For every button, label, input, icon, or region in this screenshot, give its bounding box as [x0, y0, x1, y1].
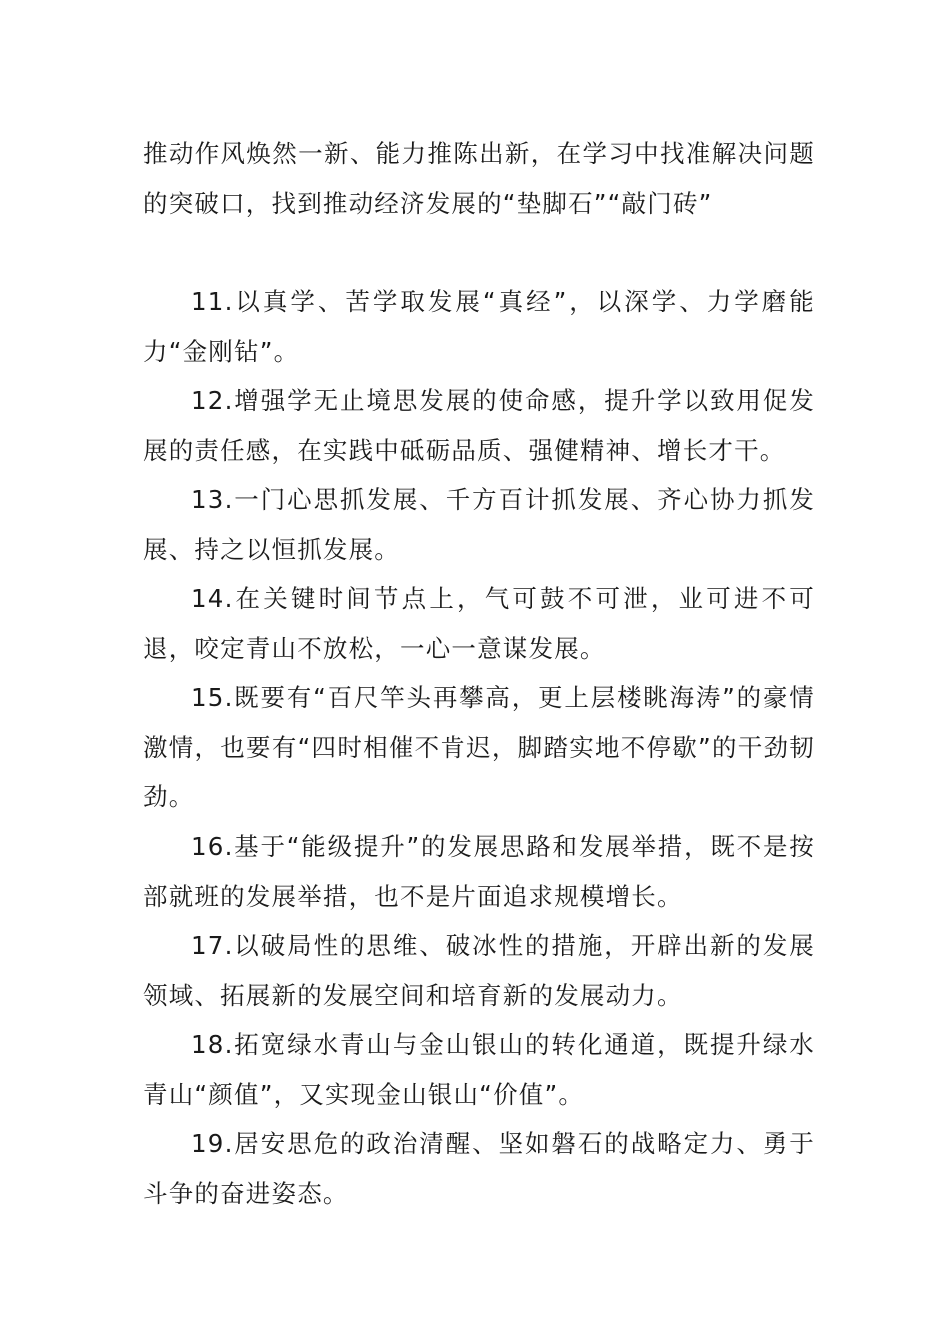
- list-item-15: 15.既要有“百尺竿头再攀高，更上层楼眺海涛”的豪情激情，也要有“四时相催不肯迟，脚踏实地不停歇”的干劲韧劲。: [143, 683, 815, 811]
- intro-paragraph: 推动作风焕然一新、能力推陈出新，在学习中找准解决问题的突破口，找到推动经济发展的“垫脚石”“敲门砖”: [143, 139, 815, 218]
- list-item-14: 14.在关键时间节点上，气可鼓不可泄，业可进不可退，咬定青山不放松，一心一意谋发展。: [143, 584, 815, 663]
- list-item-18: 18.拓宽绿水青山与金山银山的转化通道，既提升绿水青山“颜值”，又实现金山银山“价值”。: [143, 1030, 815, 1109]
- list-item-13: 13.一门心思抓发展、千方百计抓发展、齐心协力抓发展、持之以恒抓发展。: [143, 485, 815, 564]
- list-item-16: 16.基于“能级提升”的发展思路和发展举措，既不是按部就班的发展举措，也不是片面追求规模增长。: [143, 832, 815, 911]
- list-item-12: 12.增强学无止境思发展的使命感，提升学以致用促发展的责任感，在实践中砥砺品质、强健精神、增长才干。: [143, 386, 815, 465]
- list-item-11: 11.以真学、苦学取发展“真经”，以深学、力学磨能力“金刚钻”。: [143, 287, 815, 366]
- list-item-19: 19.居安思危的政治清醒、坚如磐石的战略定力、勇于斗争的奋进姿态。: [143, 1129, 815, 1208]
- list-item-17: 17.以破局性的思维、破冰性的措施，开辟出新的发展领域、拓展新的发展空间和培育新的发展动力。: [143, 931, 815, 1010]
